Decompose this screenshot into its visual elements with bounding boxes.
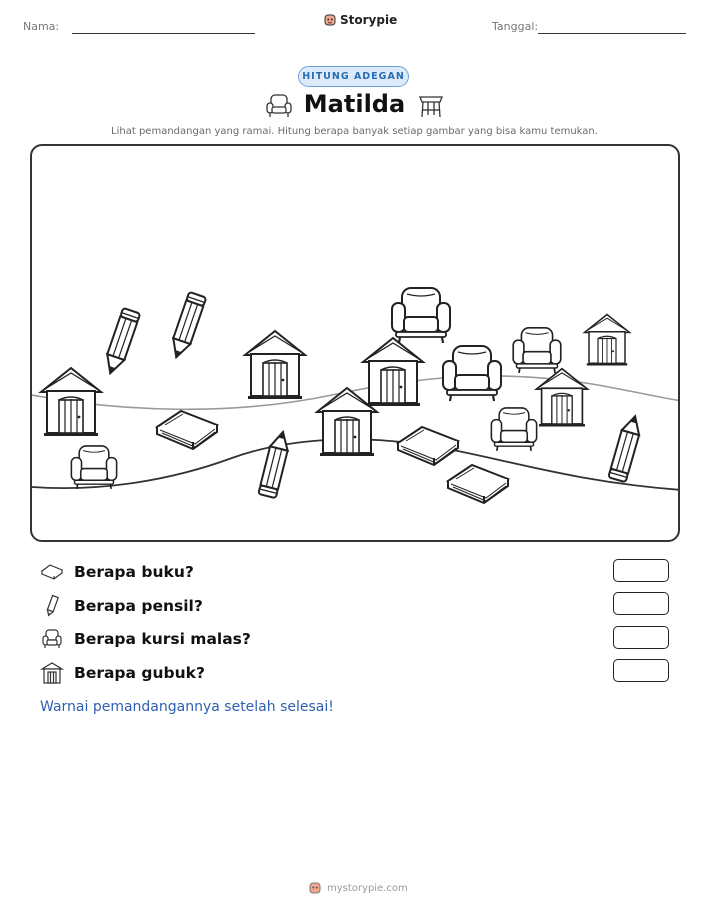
question-huts [40,661,205,685]
book-2[interactable] [398,427,458,465]
armchair-5[interactable] [71,446,116,489]
brand [323,13,397,27]
date-label: Tanggal: [492,20,539,33]
hut-6[interactable] [585,315,630,366]
answer-box-pencils[interactable] [613,592,669,615]
book-icon [40,560,64,584]
site-url[interactable]: mystorypie.com [327,882,408,894]
name-label: Nama: [23,20,60,33]
answer-box-books[interactable] [613,559,669,582]
hut-3[interactable] [363,338,423,406]
hut-icon [40,661,64,685]
stool-icon [416,91,446,121]
armchair-1[interactable] [392,288,450,343]
pencil-4[interactable] [608,414,643,482]
question-label: Berapa kursi malas? [74,630,251,648]
armchair-2[interactable] [443,346,501,401]
book-3[interactable] [448,465,508,503]
name-line[interactable] [72,33,255,34]
coloring-note: Warnai pemandangannya setelah selesai! [40,699,334,715]
book-1[interactable] [157,411,217,449]
pencil-1[interactable] [102,308,141,376]
hut-2[interactable] [245,331,305,399]
question-label: Berapa buku? [74,563,194,581]
pencil-3[interactable] [258,430,291,498]
answer-box-huts[interactable] [613,659,669,682]
question-pencils [40,594,203,618]
question-label: Berapa gubuk? [74,664,205,682]
brand-name: Storypie [340,13,398,27]
answer-box-armchairs[interactable] [613,626,669,649]
storypie-logo-icon [308,881,322,895]
armchair-3[interactable] [513,328,561,373]
scene-drawing [32,146,680,542]
page-title: Matilda [303,90,406,118]
hut-1[interactable] [41,368,101,436]
question-books [40,560,194,584]
activity-badge: HITUNG ADEGAN [298,66,409,87]
footer-site[interactable] [308,881,408,895]
date-line[interactable] [538,33,686,34]
pencil-icon [40,594,64,618]
question-label: Berapa pensil? [74,597,203,615]
armchair-4[interactable] [491,408,536,451]
instruction-text: Lihat pemandangan yang ramai. Hitung berapa banyak setiap gambar yang bisa kamu temukan. [111,126,598,137]
question-armchairs [40,627,251,651]
armchair-icon [40,627,64,651]
pencil-2[interactable] [168,292,207,360]
scene-picture[interactable] [30,144,680,542]
storypie-logo-icon [323,13,337,27]
